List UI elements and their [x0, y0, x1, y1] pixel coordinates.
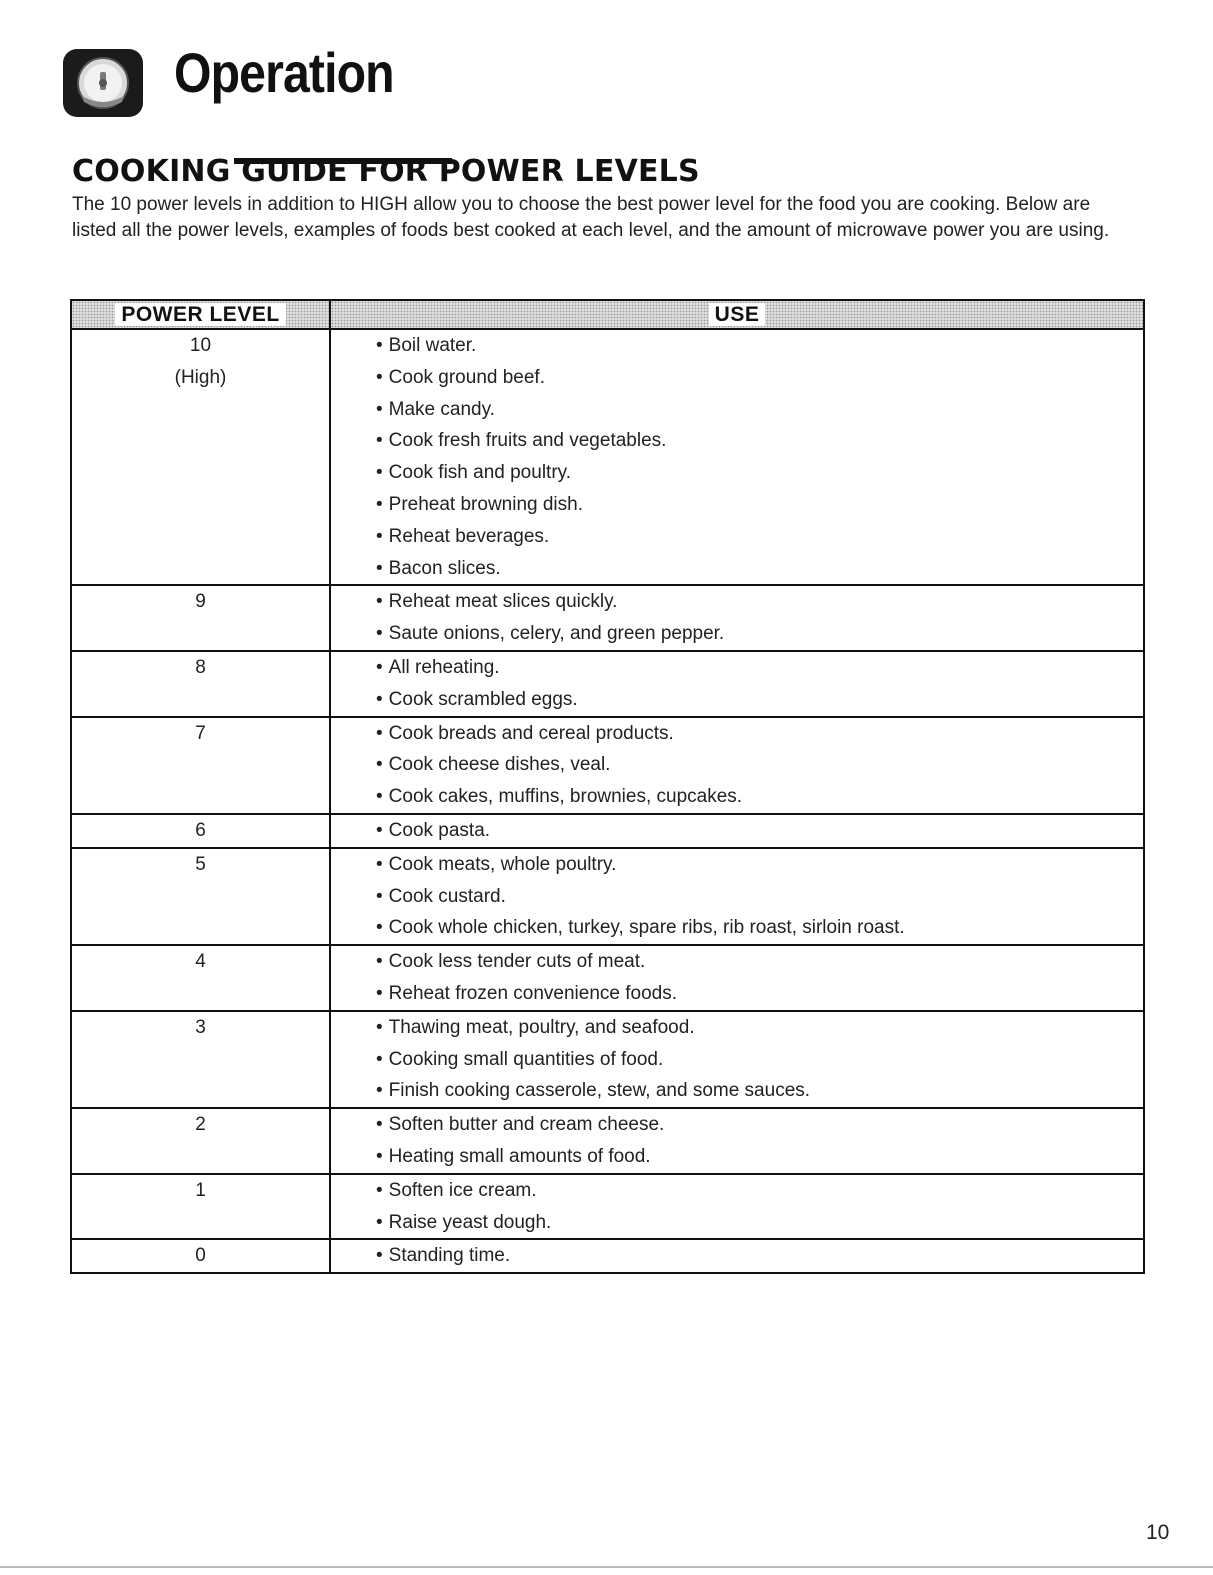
power-level-value: 10	[189, 335, 212, 356]
footer-rule	[0, 1566, 1213, 1568]
use-cell	[330, 945, 1144, 1011]
use-item: • Cook fresh fruits and vegetables.	[376, 425, 1143, 457]
use-item: • Cook ground beef.	[376, 362, 1143, 394]
use-cell	[330, 1011, 1144, 1108]
table-header-row	[71, 300, 1144, 329]
use-item: • Reheat beverages.	[376, 521, 1143, 553]
power-level-value: 1	[195, 1179, 206, 1201]
table-row	[71, 585, 1144, 651]
power-level-value: (High)	[174, 366, 227, 388]
table-row	[71, 329, 1144, 585]
use-item: • Bacon slices.	[376, 553, 1143, 585]
use-cell	[330, 717, 1144, 814]
use-item: • Saute onions, celery, and green pepper.	[376, 618, 1143, 650]
use-item: • Cook less tender cuts of meat.	[376, 946, 1143, 978]
power-level-value: 7	[195, 722, 206, 744]
power-level-cell	[71, 1239, 330, 1273]
power-level-cell	[71, 1174, 330, 1240]
page-title: Operation	[174, 41, 394, 104]
use-cell	[330, 329, 1144, 585]
use-item: • Cook custard.	[376, 881, 1143, 913]
use-item: • Heating small amounts of food.	[376, 1141, 1143, 1173]
use-item: • Reheat frozen convenience foods.	[376, 978, 1143, 1010]
power-level-cell	[71, 651, 330, 717]
table-row	[71, 1239, 1144, 1273]
page-header	[62, 38, 402, 128]
power-level-value: 5	[195, 853, 206, 875]
use-cell	[330, 585, 1144, 651]
table-row	[71, 848, 1144, 945]
use-item: • All reheating.	[376, 652, 1143, 684]
power-level-cell	[71, 814, 330, 848]
power-level-value: 9	[195, 591, 206, 613]
table-row	[71, 814, 1144, 848]
use-item: • Cook fish and poultry.	[376, 457, 1143, 489]
use-cell	[330, 1239, 1144, 1273]
power-level-value: 0	[195, 1245, 206, 1267]
power-level-value: 3	[195, 1016, 206, 1038]
use-item: • Cook meats, whole poultry.	[376, 849, 1143, 881]
power-level-value: 2	[195, 1114, 206, 1136]
use-cell	[330, 814, 1144, 848]
power-level-cell	[71, 329, 330, 585]
use-item: • Cook whole chicken, turkey, spare ribs, rib roast, sirloin roast.	[376, 912, 1143, 944]
column-header-use: USE	[330, 300, 1144, 329]
power-level-value: 4	[195, 951, 206, 973]
table-row	[71, 1011, 1144, 1108]
power-level-value: 6	[195, 819, 206, 841]
power-level-cell	[71, 945, 330, 1011]
power-level-cell	[71, 1011, 330, 1108]
power-level-cell	[71, 848, 330, 945]
table-body	[71, 329, 1144, 1273]
column-header-power-level: POWER LEVEL	[71, 300, 330, 329]
use-item: • Finish cooking casserole, stew, and some sauces.	[376, 1075, 1143, 1107]
use-item: • Cook pasta.	[376, 815, 1143, 847]
use-item: • Reheat meat slices quickly.	[376, 586, 1143, 618]
intro-paragraph: The 10 power levels in addition to HIGH allow you to choose the best power level for the food you are cooking. Below are listed all the power levels, examples of foods best cooked at each level, and the amount of microwave power you are using.	[72, 194, 1110, 241]
use-cell	[330, 848, 1144, 945]
use-item: • Raise yeast dough.	[376, 1207, 1143, 1239]
use-item: • Make candy.	[376, 394, 1143, 426]
table-row	[71, 717, 1144, 814]
page-number: 10	[1146, 1521, 1170, 1544]
use-cell	[330, 1174, 1144, 1240]
use-item: • Cooking small quantities of food.	[376, 1044, 1143, 1076]
power-level-cell	[71, 585, 330, 651]
power-level-table	[70, 299, 1145, 1274]
use-item: • Boil water.	[376, 330, 1143, 362]
use-item: • Soften ice cream.	[376, 1175, 1143, 1207]
use-item: • Soften butter and cream cheese.	[376, 1109, 1143, 1141]
table-row	[71, 1108, 1144, 1174]
power-level-cell	[71, 1108, 330, 1174]
use-item: • Cook scrambled eggs.	[376, 684, 1143, 716]
use-item: • Thawing meat, poultry, and seafood.	[376, 1012, 1143, 1044]
table-row	[71, 945, 1144, 1011]
microwave-dial-icon	[62, 48, 144, 118]
table-row	[71, 651, 1144, 717]
use-item: • Cook cakes, muffins, brownies, cupcakes.	[376, 781, 1143, 813]
use-item: • Standing time.	[376, 1240, 1143, 1272]
use-cell	[330, 1108, 1144, 1174]
use-cell	[330, 651, 1144, 717]
use-item: • Cook breads and cereal products.	[376, 718, 1143, 750]
table-row	[71, 1174, 1144, 1240]
use-item: • Cook cheese dishes, veal.	[376, 749, 1143, 781]
section-heading: COOKING GUIDE FOR POWER LEVELS	[72, 154, 700, 189]
power-level-value: 8	[195, 656, 206, 678]
use-item: • Preheat browning dish.	[376, 489, 1143, 521]
power-level-cell	[71, 717, 330, 814]
